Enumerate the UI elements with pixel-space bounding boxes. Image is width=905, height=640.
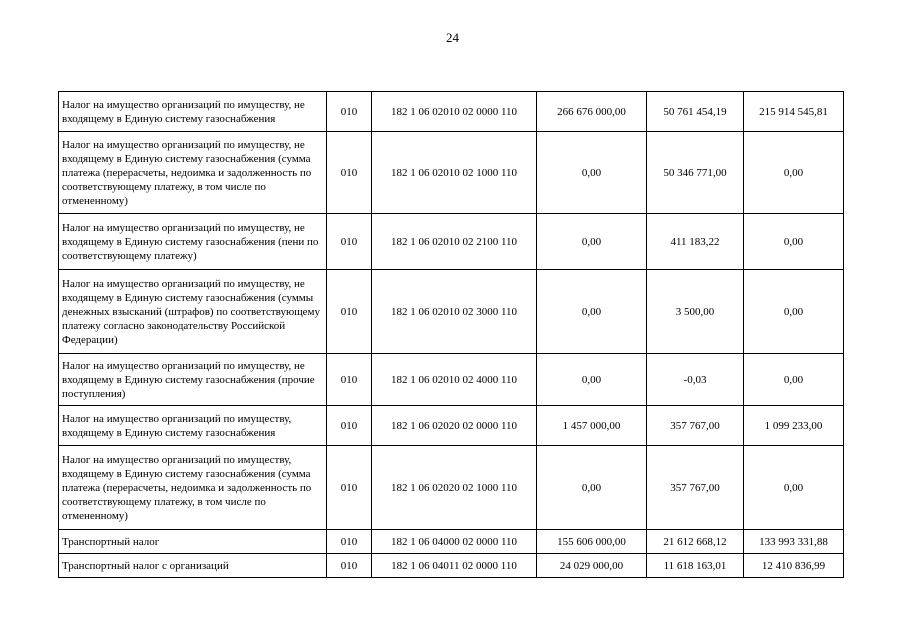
budget-classification-code-cell: 182 1 06 04000 02 0000 110 <box>372 530 537 554</box>
revenue-name-cell: Транспортный налог <box>59 530 327 554</box>
table-row <box>59 270 844 354</box>
revenue-name-cell: Налог на имущество организаций по имуществу, не входящему в Единую систему газоснабжения (сумма платежа (перерасчеты, недоимка и задолженность по соответствующему платежу, в том числе по отмененному) <box>59 132 327 214</box>
executed-amount-cell: 50 761 454,19 <box>647 92 744 132</box>
approved-amount-cell: 0,00 <box>537 270 647 354</box>
admin-code-cell: 010 <box>327 530 372 554</box>
unexecuted-amount-cell: 12 410 836,99 <box>744 554 844 578</box>
table-row <box>59 214 844 270</box>
budget-classification-code-cell: 182 1 06 02010 02 3000 110 <box>372 270 537 354</box>
revenue-name-cell: Налог на имущество организаций по имуществу, не входящему в Единую систему газоснабжения (пени по соответствующему платежу) <box>59 214 327 270</box>
executed-amount-cell: 3 500,00 <box>647 270 744 354</box>
revenue-name-cell: Налог на имущество организаций по имуществу, не входящему в Единую систему газоснабжения (суммы денежных взысканий (штрафов) по соответствующему платежу согласно законодательству Российской Федерации) <box>59 270 327 354</box>
page-number: 24 <box>446 30 459 45</box>
admin-code-cell: 010 <box>327 446 372 530</box>
executed-amount-cell: -0,03 <box>647 354 744 406</box>
unexecuted-amount-cell: 0,00 <box>744 132 844 214</box>
approved-amount-cell: 155 606 000,00 <box>537 530 647 554</box>
approved-amount-cell: 1 457 000,00 <box>537 406 647 446</box>
approved-amount-cell: 0,00 <box>537 132 647 214</box>
executed-amount-cell: 357 767,00 <box>647 446 744 530</box>
revenue-name-cell: Налог на имущество организаций по имуществу, не входящему в Единую систему газоснабжения (прочие поступления) <box>59 354 327 406</box>
unexecuted-amount-cell: 0,00 <box>744 354 844 406</box>
table-row <box>59 132 844 214</box>
table-row <box>59 92 844 132</box>
executed-amount-cell: 50 346 771,00 <box>647 132 744 214</box>
admin-code-cell: 010 <box>327 92 372 132</box>
approved-amount-cell: 0,00 <box>537 214 647 270</box>
table-row <box>59 530 844 554</box>
unexecuted-amount-cell: 0,00 <box>744 446 844 530</box>
budget-classification-code-cell: 182 1 06 02010 02 0000 110 <box>372 92 537 132</box>
executed-amount-cell: 11 618 163,01 <box>647 554 744 578</box>
budget-classification-code-cell: 182 1 06 02020 02 0000 110 <box>372 406 537 446</box>
admin-code-cell: 010 <box>327 214 372 270</box>
admin-code-cell: 010 <box>327 270 372 354</box>
table-row <box>59 354 844 406</box>
approved-amount-cell: 0,00 <box>537 354 647 406</box>
budget-classification-code-cell: 182 1 06 02010 02 1000 110 <box>372 132 537 214</box>
revenue-name-cell: Транспортный налог с организаций <box>59 554 327 578</box>
approved-amount-cell: 266 676 000,00 <box>537 92 647 132</box>
unexecuted-amount-cell: 1 099 233,00 <box>744 406 844 446</box>
budget-classification-code-cell: 182 1 06 02010 02 4000 110 <box>372 354 537 406</box>
revenue-name-cell: Налог на имущество организаций по имуществу, входящему в Единую систему газоснабжения <box>59 406 327 446</box>
approved-amount-cell: 24 029 000,00 <box>537 554 647 578</box>
unexecuted-amount-cell: 215 914 545,81 <box>744 92 844 132</box>
budget-classification-code-cell: 182 1 06 02020 02 1000 110 <box>372 446 537 530</box>
unexecuted-amount-cell: 0,00 <box>744 214 844 270</box>
revenue-name-cell: Налог на имущество организаций по имуществу, не входящему в Единую систему газоснабжения <box>59 92 327 132</box>
budget-classification-code-cell: 182 1 06 02010 02 2100 110 <box>372 214 537 270</box>
table-row <box>59 406 844 446</box>
unexecuted-amount-cell: 0,00 <box>744 270 844 354</box>
admin-code-cell: 010 <box>327 406 372 446</box>
executed-amount-cell: 357 767,00 <box>647 406 744 446</box>
executed-amount-cell: 21 612 668,12 <box>647 530 744 554</box>
executed-amount-cell: 411 183,22 <box>647 214 744 270</box>
unexecuted-amount-cell: 133 993 331,88 <box>744 530 844 554</box>
budget-classification-code-cell: 182 1 06 04011 02 0000 110 <box>372 554 537 578</box>
admin-code-cell: 010 <box>327 554 372 578</box>
approved-amount-cell: 0,00 <box>537 446 647 530</box>
budget-revenue-table <box>58 91 844 578</box>
table-row <box>59 446 844 530</box>
revenue-name-cell: Налог на имущество организаций по имуществу, входящему в Единую систему газоснабжения (сумма платежа (перерасчеты, недоимка и задолженность по соответствующему платежу, в том числе по отмененному) <box>59 446 327 530</box>
admin-code-cell: 010 <box>327 354 372 406</box>
table-row <box>59 554 844 578</box>
admin-code-cell: 010 <box>327 132 372 214</box>
